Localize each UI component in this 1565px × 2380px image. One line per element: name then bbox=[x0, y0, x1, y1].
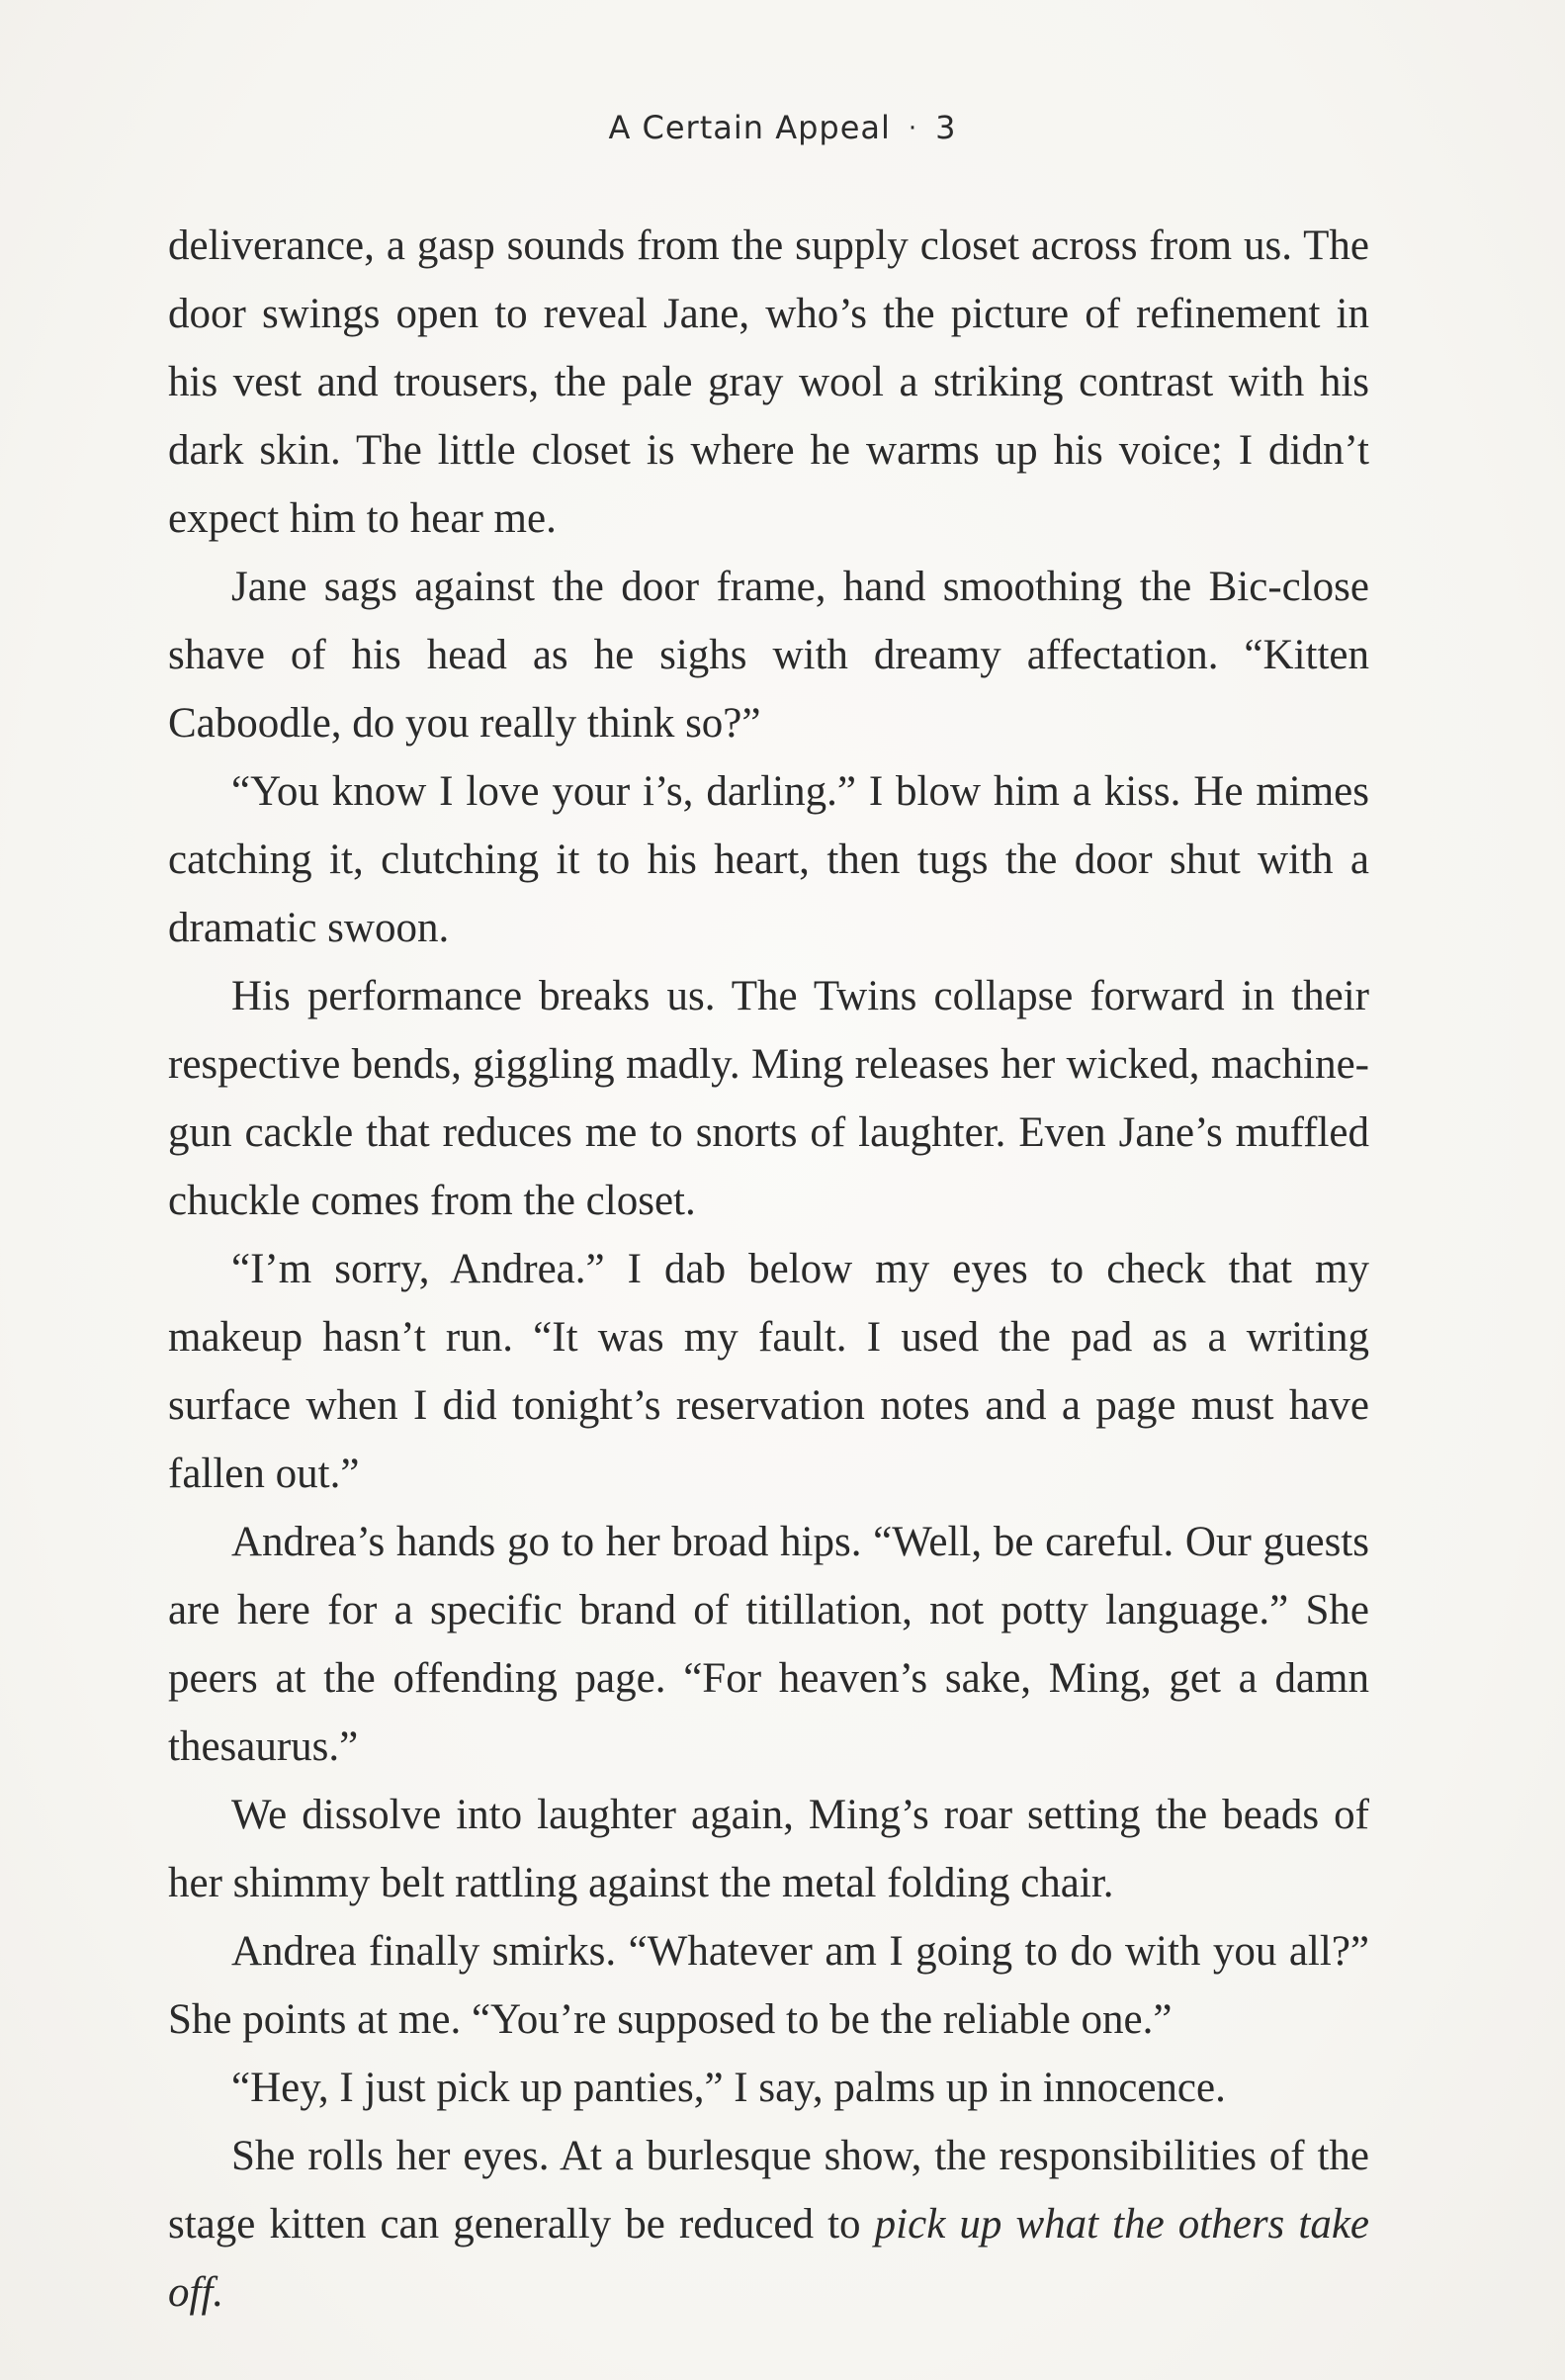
page-number: 3 bbox=[935, 109, 957, 146]
paragraph-last bbox=[168, 2122, 1369, 2327]
running-header bbox=[0, 109, 1565, 146]
paragraph: “Hey, I just pick up panties,” I say, palms up in innocence. bbox=[231, 2065, 1226, 2111]
paragraph: His performance breaks us. The Twins collapse forward in their respective bends, giggling madly. Ming releases her wicked, machine-gun cackle that reduces me to snorts of laughter. Even Jane’s muffled chuckle comes from the closet. bbox=[168, 973, 1369, 1224]
book-title: A Certain Appeal bbox=[608, 109, 891, 146]
body-text bbox=[168, 212, 1369, 2327]
paragraph: Andrea finally smirks. “Whatever am I going to do with you all?” She points at me. “You’re supposed to be the reliable one.” bbox=[168, 1928, 1369, 2043]
paragraph: We dissolve into laughter again, Ming’s roar setting the beads of her shimmy belt rattling against the metal folding chair. bbox=[168, 1792, 1369, 1906]
paragraph-text: She rolls her eyes. At a burlesque show, the responsibilities of the stage kitten can generally be reduced to bbox=[168, 2133, 1369, 2248]
header-separator: · bbox=[908, 114, 918, 143]
paragraph: Andrea’s hands go to her broad hips. “Well, be careful. Our guests are here for a specific brand of titillation, not potty language.” She peers at the offending page. “For heaven’s sake, Ming, get a damn thesaurus.” bbox=[168, 1519, 1369, 1770]
italic-phrase: pick up what the others take off. bbox=[168, 2201, 1369, 2316]
paragraph: deliverance, a gasp sounds from the supply closet across from us. The door swings open to reveal Jane, who’s the picture of refinement in his vest and trousers, the pale gray wool a striking contrast with his dark skin. The little closet is where he warms up his voice; I didn’t expect him to hear me. bbox=[168, 222, 1369, 542]
paragraph: “I’m sorry, Andrea.” I dab below my eyes to check that my makeup hasn’t run. “It was my fault. I used the pad as a writing surface when I did tonight’s reservation notes and a page must have fallen out.” bbox=[168, 1246, 1369, 1497]
paragraph: Jane sags against the door frame, hand smoothing the Bic-close shave of his head as he sighs with dreamy affectation. “Kitten Caboodle, do you really think so?” bbox=[168, 564, 1369, 747]
paragraph: “You know I love your i’s, darling.” I blow him a kiss. He mimes catching it, clutching it to his heart, then tugs the door shut with a dramatic swoon. bbox=[168, 768, 1369, 951]
